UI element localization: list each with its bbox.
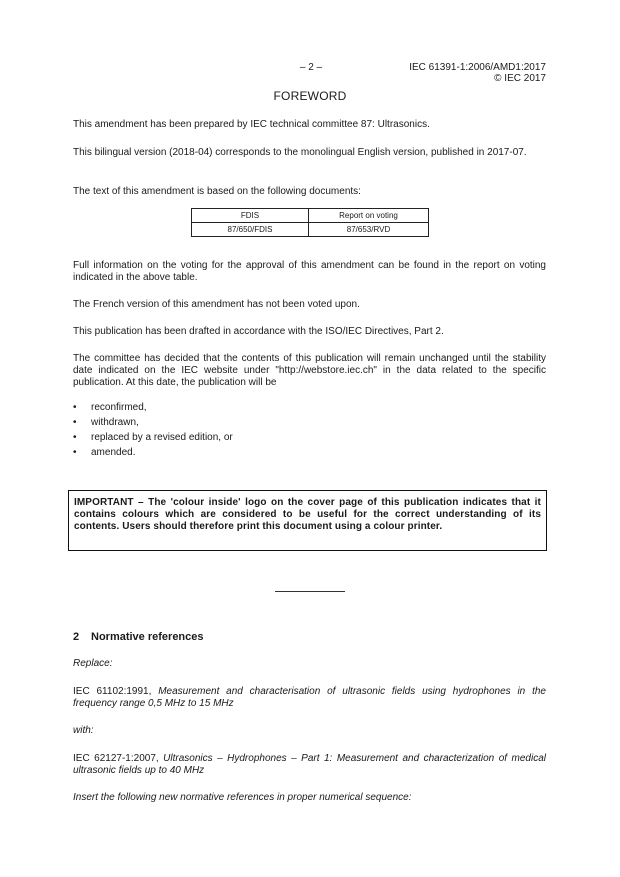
insert-instruction: Insert the following new normative references in proper numerical sequence: xyxy=(73,792,412,803)
list-item: • replaced by a revised edition, or xyxy=(73,432,233,443)
new-reference-title: Ultrasonics – Hydrophones – Part 1: Measurement and characterization of medical ultrasonic fields up to 40 MHz xyxy=(73,753,546,776)
paragraph-committee: This amendment has been prepared by IEC technical committee 87: Ultrasonics. xyxy=(73,119,430,130)
paragraph-based-on-documents: The text of this amendment is based on the following documents: xyxy=(73,186,361,197)
important-notice-box xyxy=(68,490,547,551)
table-cell: 87/653/RVD xyxy=(309,223,429,237)
bullet-icon: • xyxy=(73,402,77,413)
new-reference-id: IEC 62127-1:2007, xyxy=(73,753,164,764)
paragraph-stability-date: The committee has decided that the contents of this publication will remain unchanged until the stability date indicated on the IEC website under "http://webstore.iec.ch" in the data related to the specific publication. At this date, the publication will be xyxy=(73,353,546,388)
section-heading xyxy=(73,631,204,643)
list-item: • amended. xyxy=(73,447,136,458)
copyright-notice: © IEC 2017 xyxy=(494,73,546,84)
table-cell: 87/650/FDIS xyxy=(192,223,309,237)
with-label: with: xyxy=(73,725,94,736)
paragraph-bilingual-version: This bilingual version (2018-04) corresponds to the monolingual English version, published in 2017-07. xyxy=(73,147,527,158)
section-number: 2 xyxy=(73,631,80,643)
bullet-icon: • xyxy=(73,417,77,428)
paragraph-voting-info: Full information on the voting for the approval of this amendment can be found in the report on voting indicated in the above table. xyxy=(73,260,546,283)
paragraph-directives: This publication has been drafted in accordance with the ISO/IEC Directives, Part 2. xyxy=(73,326,444,337)
old-reference-title: Measurement and characterisation of ultrasonic fields using hydrophones in the frequency range 0,5 MHz to 15 MHz xyxy=(73,686,546,709)
list-item: • reconfirmed, xyxy=(73,402,147,413)
important-notice-text: IMPORTANT – The 'colour inside' logo on the cover page of this publication indicates that it contains colours which are considered to be useful for the correct understanding of its contents. Users should therefore print this document using a colour printer. xyxy=(74,497,541,532)
table-header-row xyxy=(192,209,429,223)
replace-label: Replace: xyxy=(73,658,113,669)
list-item: • withdrawn, xyxy=(73,417,139,428)
section-title: Normative references xyxy=(91,631,204,643)
publication-outcomes-list xyxy=(73,402,546,462)
table-header-cell: Report on voting xyxy=(309,209,429,223)
bullet-icon: • xyxy=(73,447,77,458)
table-row xyxy=(192,223,429,237)
documents-table xyxy=(191,208,429,237)
old-reference xyxy=(73,686,546,710)
page-number: – 2 – xyxy=(299,62,323,73)
old-reference-id: IEC 61102:1991, xyxy=(73,686,159,697)
bullet-icon: • xyxy=(73,432,77,443)
foreword-title: FOREWORD xyxy=(273,89,347,103)
document-id: IEC 61391-1:2006/AMD1:2017 xyxy=(409,62,546,73)
section-divider xyxy=(275,591,345,592)
new-reference xyxy=(73,753,546,777)
paragraph-french-version: The French version of this amendment has not been voted upon. xyxy=(73,299,360,310)
table-header-cell: FDIS xyxy=(192,209,309,223)
